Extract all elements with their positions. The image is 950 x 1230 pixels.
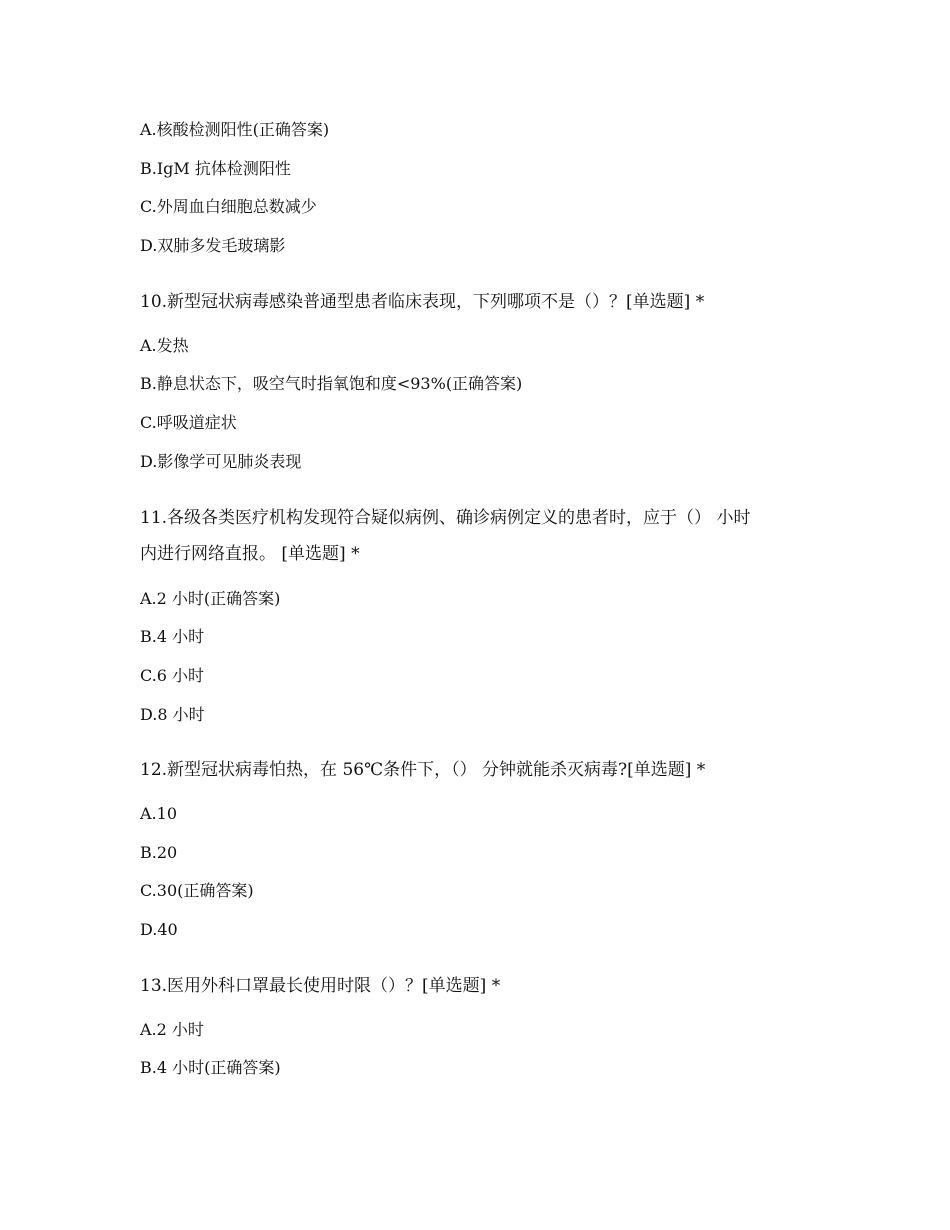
q12-option-b: B.20	[140, 843, 178, 862]
q11-option-a: A.2 小时(正确答案)	[140, 589, 281, 608]
q10-option-b: B.静息状态下，吸空气时指氧饱和度<93%(正确答案)	[140, 374, 523, 393]
q12-option-d: D.40	[140, 920, 178, 939]
question-11-text-line1: 11.各级各类医疗机构发现符合疑似病例、确诊病例定义的患者时，应于（） 小时	[140, 508, 751, 528]
q13-option-b: B.4 小时(正确答案)	[140, 1058, 281, 1077]
q11-option-c: C.6 小时	[140, 666, 205, 685]
question-12-text: 12.新型冠状病毒怕热，在 56℃条件下，（） 分钟就能杀灭病毒?[单选题] *	[140, 760, 706, 780]
q11-option-d: D.8 小时	[140, 705, 205, 724]
q13-option-a: A.2 小时	[140, 1020, 204, 1039]
q12-option-a: A.10	[140, 804, 177, 823]
question-13-text: 13.医用外科口罩最长使用时限（）？[单选题] *	[140, 976, 501, 996]
q9-option-a: A.核酸检测阳性(正确答案)	[140, 120, 330, 139]
q10-option-c: C.呼吸道症状	[140, 413, 237, 432]
q11-option-b: B.4 小时	[140, 627, 205, 646]
q10-option-a: A.发热	[140, 336, 189, 355]
q9-option-c: C.外周血白细胞总数减少	[140, 197, 317, 216]
question-10-text: 10.新型冠状病毒感染普通型患者临床表现，下列哪项不是（）？[单选题] *	[140, 292, 705, 312]
q9-option-b: B.IgM 抗体检测阳性	[140, 159, 291, 178]
q9-option-d: D.双肺多发毛玻璃影	[140, 236, 286, 255]
q10-option-d: D.影像学可见肺炎表现	[140, 452, 302, 471]
question-11-text-line2: 内进行网络直报。 [单选题] *	[140, 544, 360, 564]
q12-option-c: C.30(正确答案)	[140, 881, 254, 900]
